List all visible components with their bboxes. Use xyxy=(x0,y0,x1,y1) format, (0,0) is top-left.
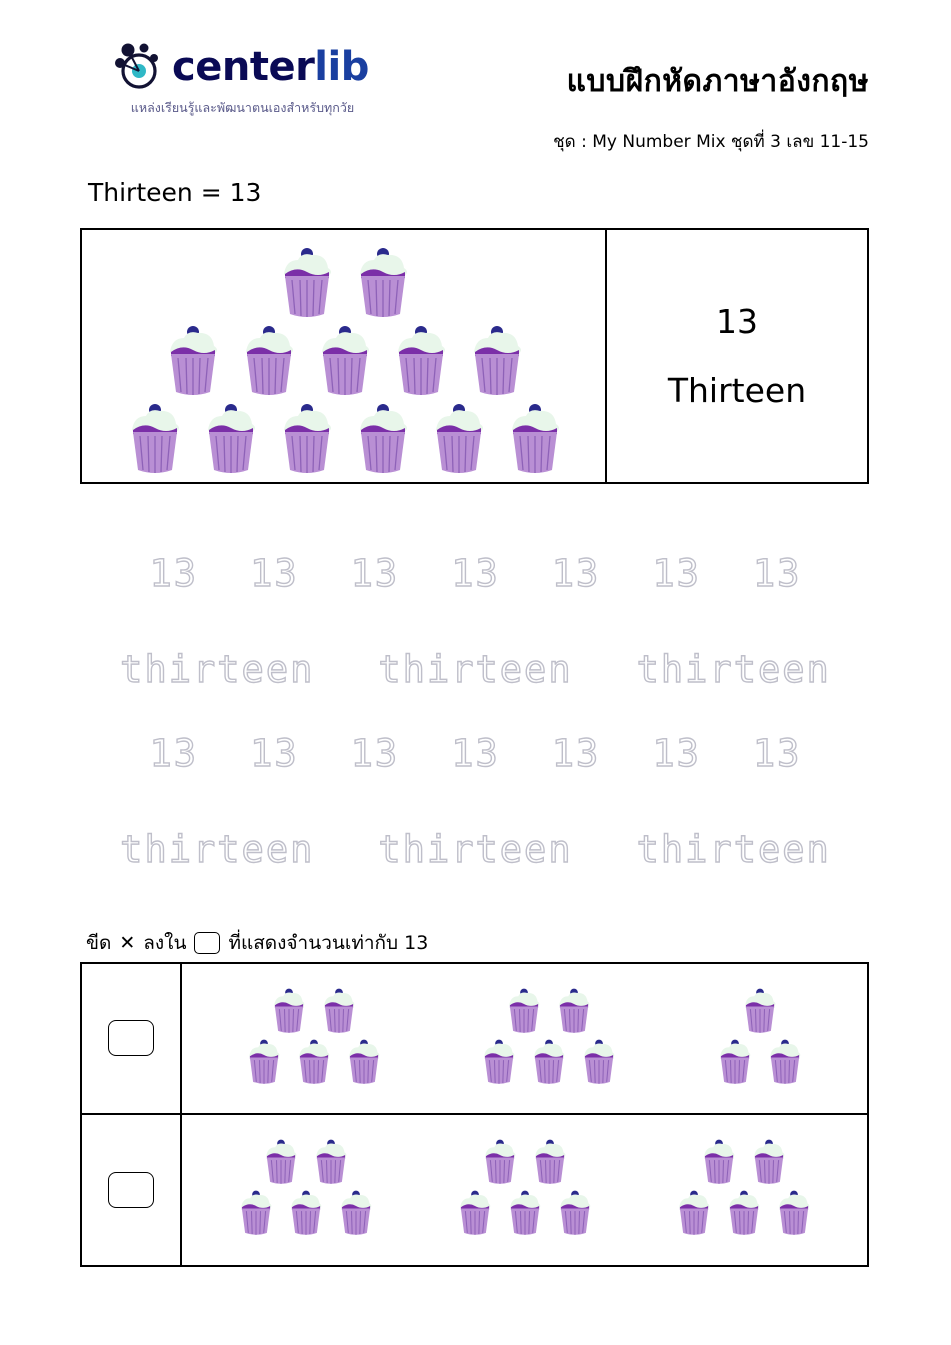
trace-word: thirteen xyxy=(378,828,573,871)
instruction-line xyxy=(86,928,428,958)
trace-word: thirteen xyxy=(120,648,315,691)
trace-number: 13 xyxy=(350,552,400,595)
trace-number: 13 xyxy=(652,732,701,775)
cupcake-row xyxy=(674,1188,814,1242)
instruction-checkbox-icon xyxy=(194,932,220,954)
trace-number: 13 xyxy=(250,552,299,595)
cupcake-icon xyxy=(505,1188,545,1242)
cupcake-row xyxy=(244,1037,384,1091)
cupcake-row xyxy=(740,986,780,1040)
cupcake-icon xyxy=(466,322,528,404)
cupcake-row xyxy=(480,1137,570,1191)
cupcake-groups xyxy=(182,1115,867,1266)
cupcake-row xyxy=(455,1188,595,1242)
cupcake-icon xyxy=(555,1188,595,1242)
cupcake-row xyxy=(269,986,359,1040)
cupcake-icon xyxy=(674,1188,714,1242)
trace-number: 13 xyxy=(451,552,500,595)
cupcake-icon xyxy=(200,400,262,482)
cupcake-icon xyxy=(314,322,376,404)
page-title: แบบฝึกหัดภาษาอังกฤษ xyxy=(566,64,869,99)
cupcake-icon xyxy=(699,1137,739,1191)
trace-words-row-2 xyxy=(0,828,951,871)
instruction-part-2: ลงใน xyxy=(143,932,187,954)
trace-number: 13 xyxy=(551,552,601,595)
cupcake-icon xyxy=(294,1037,334,1091)
cupcake-icon xyxy=(715,1037,755,1091)
cupcake-icon xyxy=(749,1137,789,1191)
trace-number: 13 xyxy=(149,732,199,775)
trace-numbers-row-2 xyxy=(0,732,951,775)
cupcake-icon xyxy=(529,1037,569,1091)
cupcake-row xyxy=(82,322,607,404)
number-value: 13 xyxy=(716,302,758,341)
instruction-part-1: ขีด xyxy=(86,932,112,954)
answer-checkbox[interactable] xyxy=(108,1172,154,1208)
number-word-cell xyxy=(607,230,867,482)
answer-checkbox[interactable] xyxy=(108,1020,154,1056)
trace-words-row-1 xyxy=(0,648,951,691)
table-row xyxy=(82,964,867,1115)
trace-word: thirteen xyxy=(636,828,831,871)
cupcake-row xyxy=(715,1037,805,1091)
cupcake-row xyxy=(82,244,607,326)
cupcake-icon xyxy=(269,986,309,1040)
cupcake-icon xyxy=(479,1037,519,1091)
cupcake-row xyxy=(504,986,594,1040)
logo-subtitle: แหล่งเรียนรู้และพัฒนาตนเองสำหรับทุกวัย xyxy=(130,100,355,115)
cupcake-icon xyxy=(480,1137,520,1191)
cupcake-icon xyxy=(124,400,186,482)
cupcake-row xyxy=(236,1188,376,1242)
cupcake-icon xyxy=(352,244,414,326)
cupcake-group xyxy=(244,986,384,1091)
logo xyxy=(110,38,390,118)
cupcake-pyramid-cell xyxy=(82,230,607,482)
cupcake-row xyxy=(261,1137,351,1191)
cupcake-icon xyxy=(286,1188,326,1242)
trace-number: 13 xyxy=(652,552,701,595)
answer-cell[interactable] xyxy=(82,964,182,1113)
cupcake-icon xyxy=(344,1037,384,1091)
trace-number: 13 xyxy=(250,732,299,775)
cupcake-icon xyxy=(336,1188,376,1242)
cross-mark-icon: ✕ xyxy=(119,932,136,954)
cupcake-icon xyxy=(311,1137,351,1191)
cupcake-icon xyxy=(765,1037,805,1091)
cupcake-icon xyxy=(244,1037,284,1091)
logo-wordmark: centerlib xyxy=(172,44,369,90)
cupcake-icon xyxy=(319,986,359,1040)
trace-number: 13 xyxy=(149,552,199,595)
trace-word: thirteen xyxy=(120,828,315,871)
page-subtitle: ชุด : My Number Mix ชุดที่ 3 เลข 11-15 xyxy=(553,132,869,152)
cupcake-group xyxy=(715,986,805,1091)
answer-cell[interactable] xyxy=(82,1115,182,1266)
centerlib-logo-icon xyxy=(110,38,168,96)
trace-number: 13 xyxy=(350,732,400,775)
equation-line: Thirteen = 13 xyxy=(88,178,262,207)
cupcake-icon xyxy=(236,1188,276,1242)
trace-word: thirteen xyxy=(636,648,831,691)
cupcake-icon xyxy=(530,1137,570,1191)
cupcake-icon xyxy=(390,322,452,404)
page-header xyxy=(0,28,951,158)
cupcake-icon xyxy=(162,322,224,404)
cupcake-icon xyxy=(504,400,566,482)
instruction-part-3: ที่แสดงจำนวนเท่ากับ 13 xyxy=(228,932,429,954)
cupcake-icon xyxy=(740,986,780,1040)
number-word: Thirteen xyxy=(667,371,807,410)
cupcake-row xyxy=(82,400,607,482)
cupcake-icon xyxy=(554,986,594,1040)
cupcake-icon xyxy=(504,986,544,1040)
cupcake-icon xyxy=(579,1037,619,1091)
cupcake-icon xyxy=(238,322,300,404)
cupcake-icon xyxy=(352,400,414,482)
trace-number: 13 xyxy=(752,552,802,595)
cupcake-icon xyxy=(455,1188,495,1242)
cupcake-icon xyxy=(261,1137,301,1191)
cupcake-pyramid xyxy=(82,244,607,482)
trace-word: thirteen xyxy=(378,648,573,691)
trace-number: 13 xyxy=(451,732,500,775)
cupcake-group xyxy=(479,986,619,1091)
cupcake-group xyxy=(455,1137,595,1242)
trace-number: 13 xyxy=(551,732,601,775)
table-row xyxy=(82,1115,867,1266)
cupcake-row xyxy=(479,1037,619,1091)
number-illustration-box xyxy=(80,228,869,484)
answer-table xyxy=(80,962,869,1267)
cupcake-row xyxy=(699,1137,789,1191)
cupcake-icon xyxy=(724,1188,764,1242)
cupcake-icon xyxy=(428,400,490,482)
cupcake-group xyxy=(674,1137,814,1242)
trace-numbers-row-1 xyxy=(0,552,951,595)
cupcake-group xyxy=(236,1137,376,1242)
cupcake-icon xyxy=(276,244,338,326)
trace-number: 13 xyxy=(752,732,802,775)
cupcake-icon xyxy=(774,1188,814,1242)
cupcake-groups xyxy=(182,964,867,1113)
cupcake-icon xyxy=(276,400,338,482)
